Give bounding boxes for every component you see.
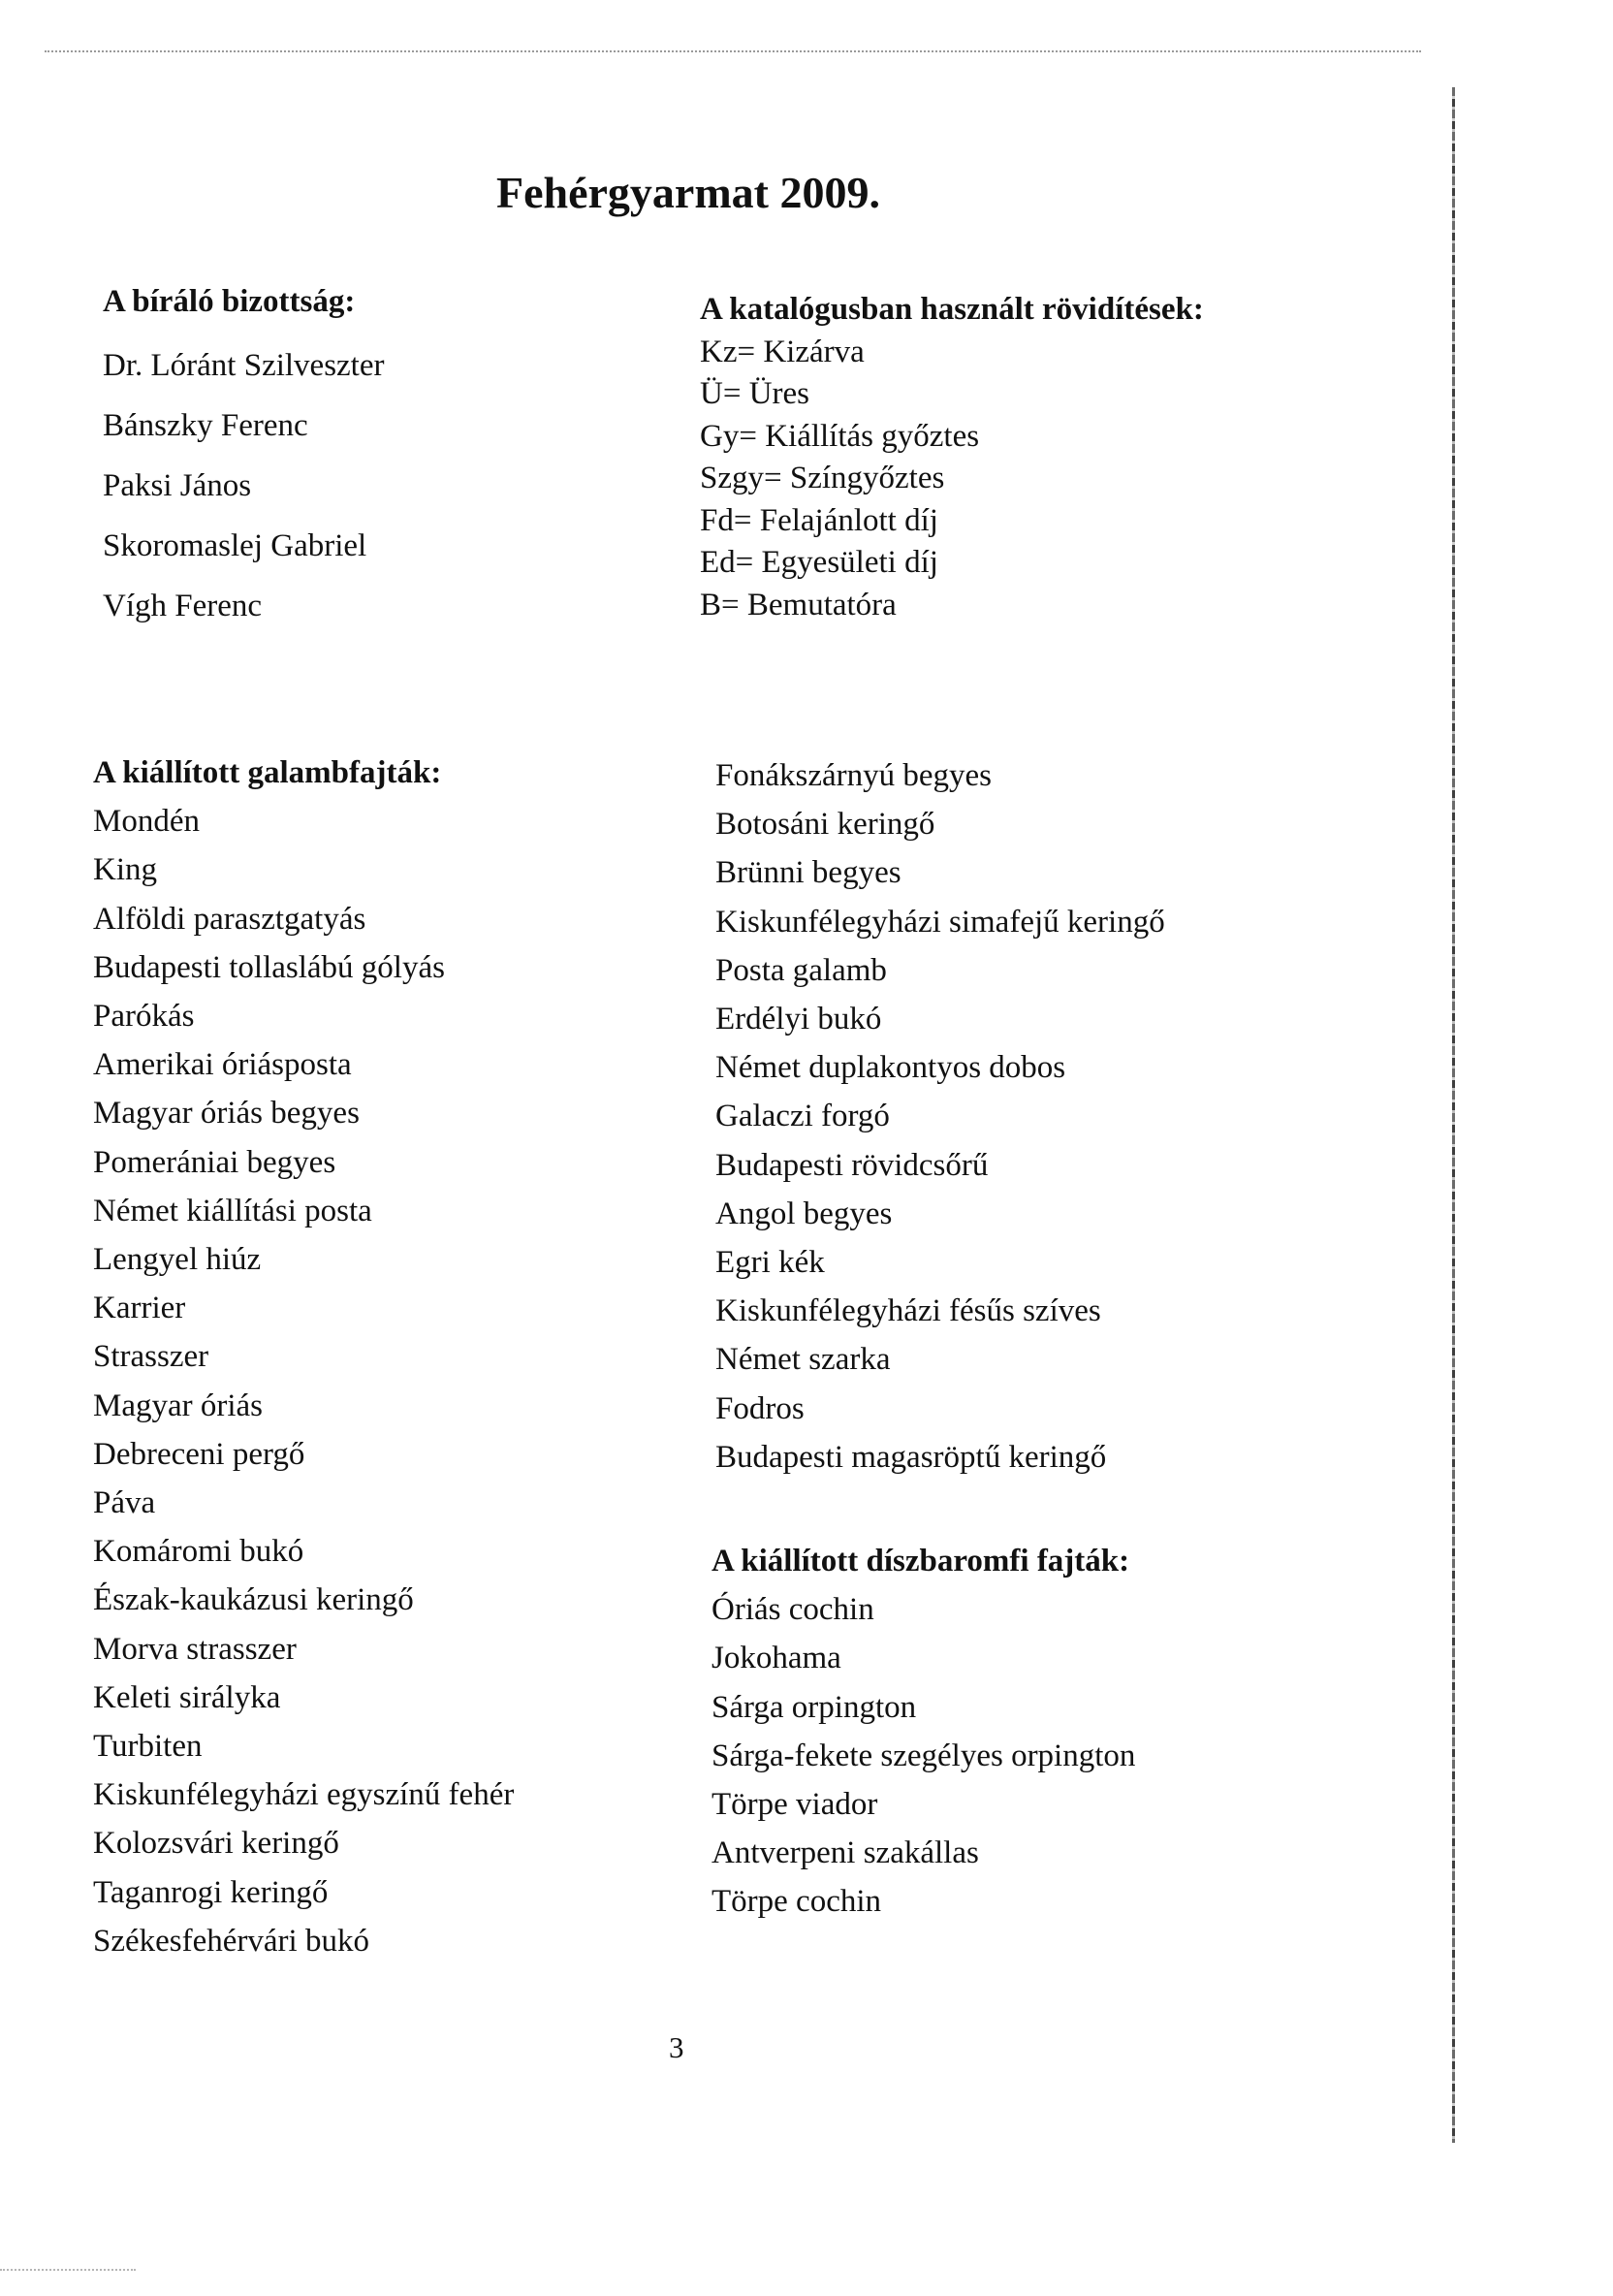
poultry-breed-item: Sárga orpington [712,1689,917,1725]
pigeon-breed-item: Fodros [715,1390,805,1426]
abbreviation-item: Ed= Egyesületi díj [700,545,938,580]
pigeon-breed-item: Karrier [93,1291,186,1326]
pigeon-breed-item: Egri kék [715,1245,825,1281]
poultry-breed-item: Jokohama [712,1641,841,1676]
page-number: 3 [669,2030,684,2064]
abbreviation-item: Gy= Kiállítás győztes [700,418,980,454]
abbreviations-section [700,289,1204,626]
poultry-breeds-section [712,1537,1135,1927]
pigeon-breeds-right-column [715,751,1165,1482]
pigeon-breed-item: Lengyel hiúz [93,1242,262,1278]
pigeon-breed-item: Páva [93,1485,156,1521]
committee-member: Bánszky Ferenc [103,408,308,443]
scan-right-edge [1452,87,1455,2143]
pigeon-breed-item: Kiskunfélegyházi fésűs szíves [715,1293,1101,1329]
pigeon-breed-item: Budapesti magasröptű keringő [715,1439,1107,1475]
pigeon-breed-item: Magyar óriás [93,1387,264,1423]
pigeon-breed-item: Alföldi parasztgatyás [93,901,366,937]
pigeon-breed-item: Parókás [93,999,195,1035]
abbreviation-item: Szgy= Színgyőztes [700,461,945,495]
pigeon-breeds-heading: A kiállított galambfajták: [93,755,442,790]
poultry-breed-item: Antverpeni szakállas [712,1835,979,1871]
pigeon-breed-item: Kiskunfélegyházi egyszínű fehér [93,1777,515,1813]
abbreviation-item: Ü= Üres [700,376,810,411]
pigeon-breed-item: Angol begyes [715,1196,893,1231]
pigeon-breed-item: Észak-kaukázusi keringő [93,1582,414,1618]
pigeon-breed-item: Német duplakontyos dobos [715,1050,1066,1086]
pigeon-breed-item: Kiskunfélegyházi simafejű keringő [715,904,1165,940]
pigeon-breed-item: Taganrogi keringő [93,1874,329,1910]
pigeon-breed-item: Galaczi forgó [715,1099,890,1134]
pigeon-breed-item: Posta galamb [715,952,887,988]
scan-top-edge [45,50,1421,52]
pigeon-breed-item: Magyar óriás begyes [93,1096,360,1132]
pigeon-breed-item: Strasszer [93,1339,209,1375]
pigeon-breed-item: Budapesti tollaslábú gólyás [93,949,445,985]
pigeon-breed-item: Pomerániai begyes [93,1144,336,1180]
poultry-breed-item: Óriás cochin [712,1592,874,1628]
committee-section [103,277,385,636]
abbreviation-item: Fd= Felajánlott díj [700,502,938,538]
pigeon-breeds-left-column [93,749,514,1965]
pigeon-breed-item: Turbiten [93,1729,203,1765]
poultry-breed-item: Törpe cochin [712,1884,882,1920]
pigeon-breed-item: Mondén [93,804,200,840]
committee-member: Paksi János [103,468,252,503]
pigeon-breed-item: Botosáni keringő [715,807,935,843]
pigeon-breed-item: Keleti sirályka [93,1679,281,1715]
pigeon-breed-item: Német kiállítási posta [93,1193,372,1228]
pigeon-breed-item: Székesfehérvári bukó [93,1923,369,1959]
pigeon-breed-item: King [93,852,157,888]
abbreviation-item: B= Bemutatóra [700,587,897,622]
poultry-breed-item: Sárga-fekete szegélyes orpington [712,1738,1136,1773]
committee-heading: A bíráló bizottság: [103,284,356,319]
committee-member: Skoromaslej Gabriel [103,528,367,563]
abbreviation-item: Kz= Kizárva [700,334,865,369]
pigeon-breed-item: Fonákszárnyú begyes [715,758,993,793]
pigeon-breed-item: Kolozsvári keringő [93,1826,339,1862]
scan-bottom-edge [0,2269,136,2271]
pigeon-breed-item: Német szarka [715,1342,891,1378]
pigeon-breed-item: Morva strasszer [93,1631,297,1667]
committee-member: Dr. Lóránt Szilveszter [103,348,385,383]
committee-member: Vígh Ferenc [103,589,263,623]
pigeon-breed-item: Brünni begyes [715,855,901,891]
pigeon-breed-item: Debreceni pergő [93,1436,305,1472]
pigeon-breed-item: Budapesti rövidcsőrű [715,1147,989,1183]
page-title: Fehérgyarmat 2009. [496,168,880,217]
pigeon-breed-item: Komáromi bukó [93,1534,304,1570]
poultry-breed-item: Törpe viador [712,1787,878,1823]
pigeon-breed-item: Amerikai óriásposta [93,1047,352,1083]
poultry-breeds-heading: A kiállított díszbaromfi fajták: [712,1544,1130,1578]
pigeon-breed-item: Erdélyi bukó [715,1002,882,1037]
abbreviations-heading: A katalógusban használt rövidítések: [700,292,1204,327]
